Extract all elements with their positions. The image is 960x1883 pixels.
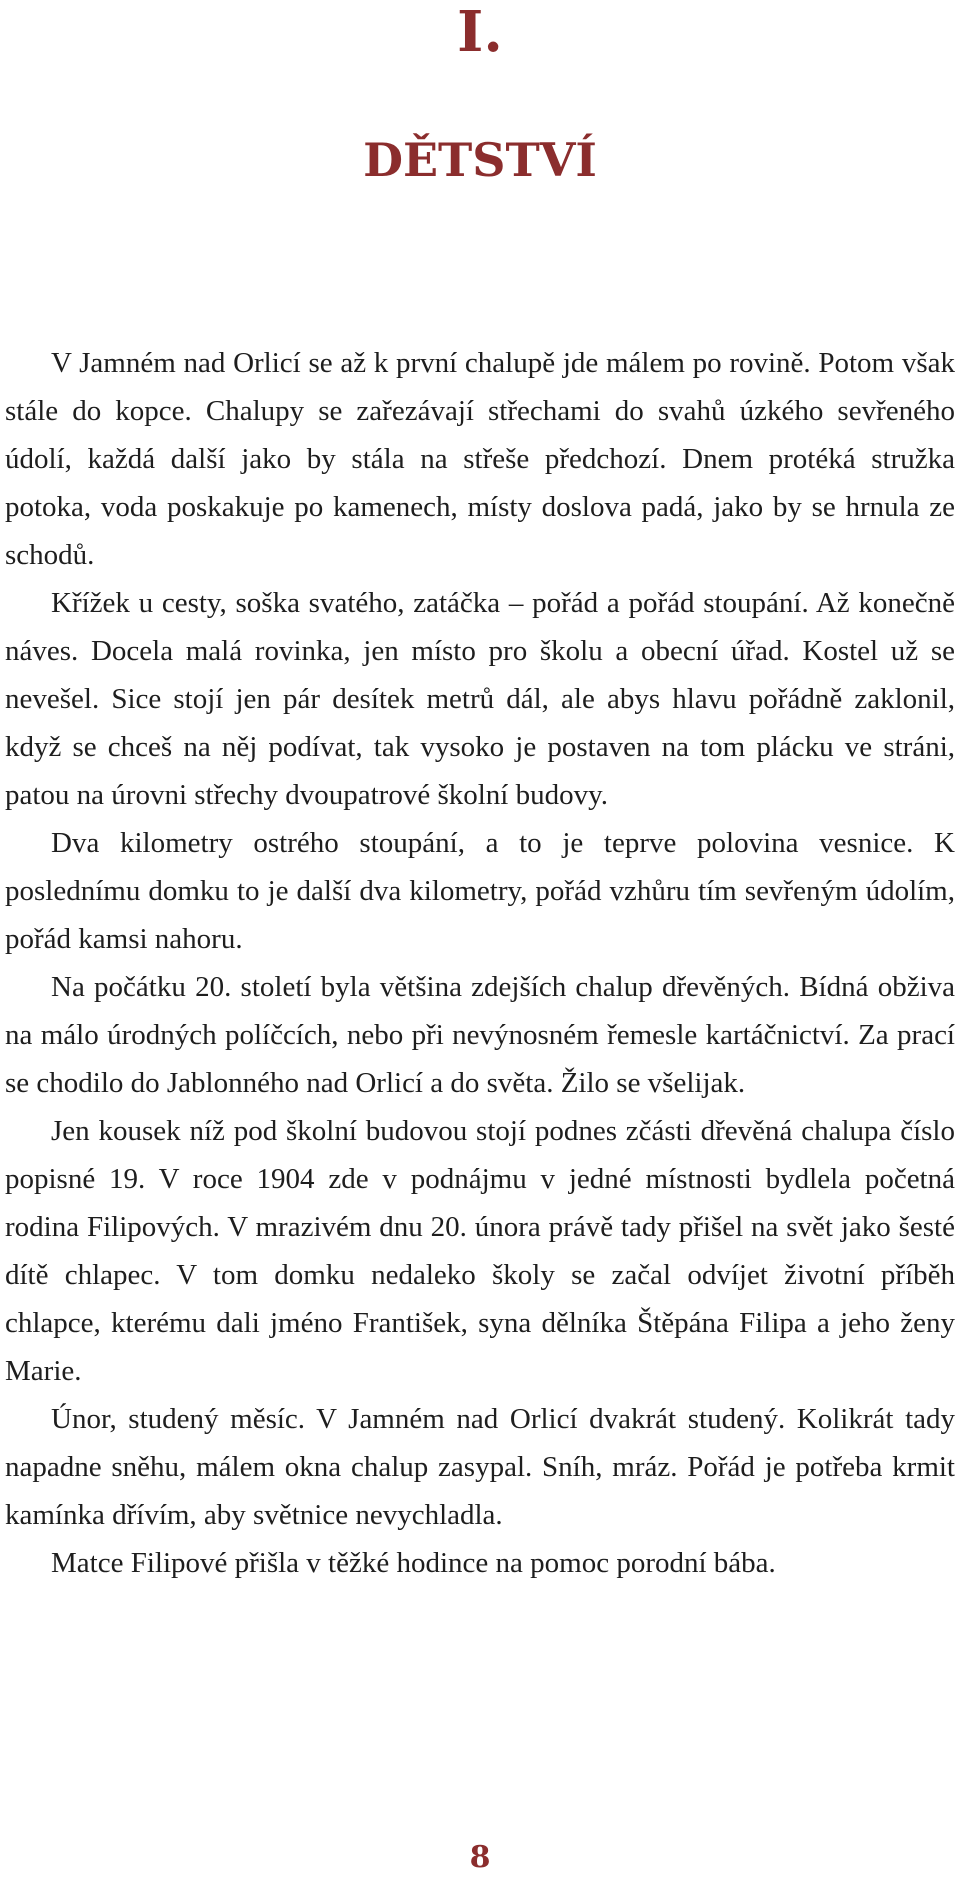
paragraph: V Jamném nad Orlicí se až k první chalupě jde málem po rovině. Potom však stále do kopce. Chalupy se zařezávají střechami do svahů úzkého sevřeného údolí, každá další jako by stála na střeše předchozí. Dnem protéká stružka potoka, voda poskakuje po kamenech, místy doslova padá, jako by se hrnula ze schodů.	[5, 347, 955, 571]
chapter-title: DĚTSTVÍ	[363, 133, 597, 187]
paragraph: Dva kilometry ostrého stoupání, a to je teprve polovina vesnice. K poslednímu domku to je další dva kilometry, pořád vzhůru tím sevřeným údolím, pořád kamsi nahoru.	[5, 827, 955, 955]
paragraph: Jen kousek níž pod školní budovou stojí podnes zčásti dřevěná chalupa číslo popisné 19. V roce 1904 zde v podnájmu v jedné místnosti bydlela početná rodina Filipových. V mrazivém dnu 20. února právě tady přišel na svět jako šesté dítě chlapec. V tom domku nedaleko školy se začal odvíjet životní příběh chlapce, kterému dali jméno František, syna dělníka Štěpána Filipa a jeho ženy Marie.	[5, 1115, 955, 1387]
page-number: 8	[469, 1840, 491, 1875]
paragraph: Únor, studený měsíc. V Jamném nad Orlicí dvakrát studený. Kolikrát tady napadne sněhu, málem okna chalup zasypal. Sníh, mráz. Pořád je potřeba krmit kamínka dřívím, aby světnice nevychladla.	[5, 1403, 955, 1531]
paragraph: Na počátku 20. století byla většina zdejších chalup dřevěných. Bídná obživa na málo úrodných políčcích, nebo při nevýnosném řemesle kartáčnictví. Za prací se chodilo do Jablonného nad Orlicí a do světa. Žilo se všelijak.	[5, 971, 955, 1099]
paragraph: Křížek u cesty, soška svatého, zatáčka – pořád a pořád stoupání. Až konečně náves. Docela malá rovinka, jen místo pro školu a obecní úřad. Kostel už se nevešel. Sice stojí jen pár desítek metrů dál, ale abys hlavu pořádně zaklonil, když se chceš na něj podívat, tak vysoko je postaven na tom plácku ve stráni, patou na úrovni střechy dvoupatrové školní budovy.	[5, 587, 955, 811]
chapter-number: I.	[457, 0, 503, 65]
paragraph: Matce Filipové přišla v těžké hodince na pomoc porodní bába.	[51, 1547, 776, 1579]
text-body	[5, 339, 955, 1587]
